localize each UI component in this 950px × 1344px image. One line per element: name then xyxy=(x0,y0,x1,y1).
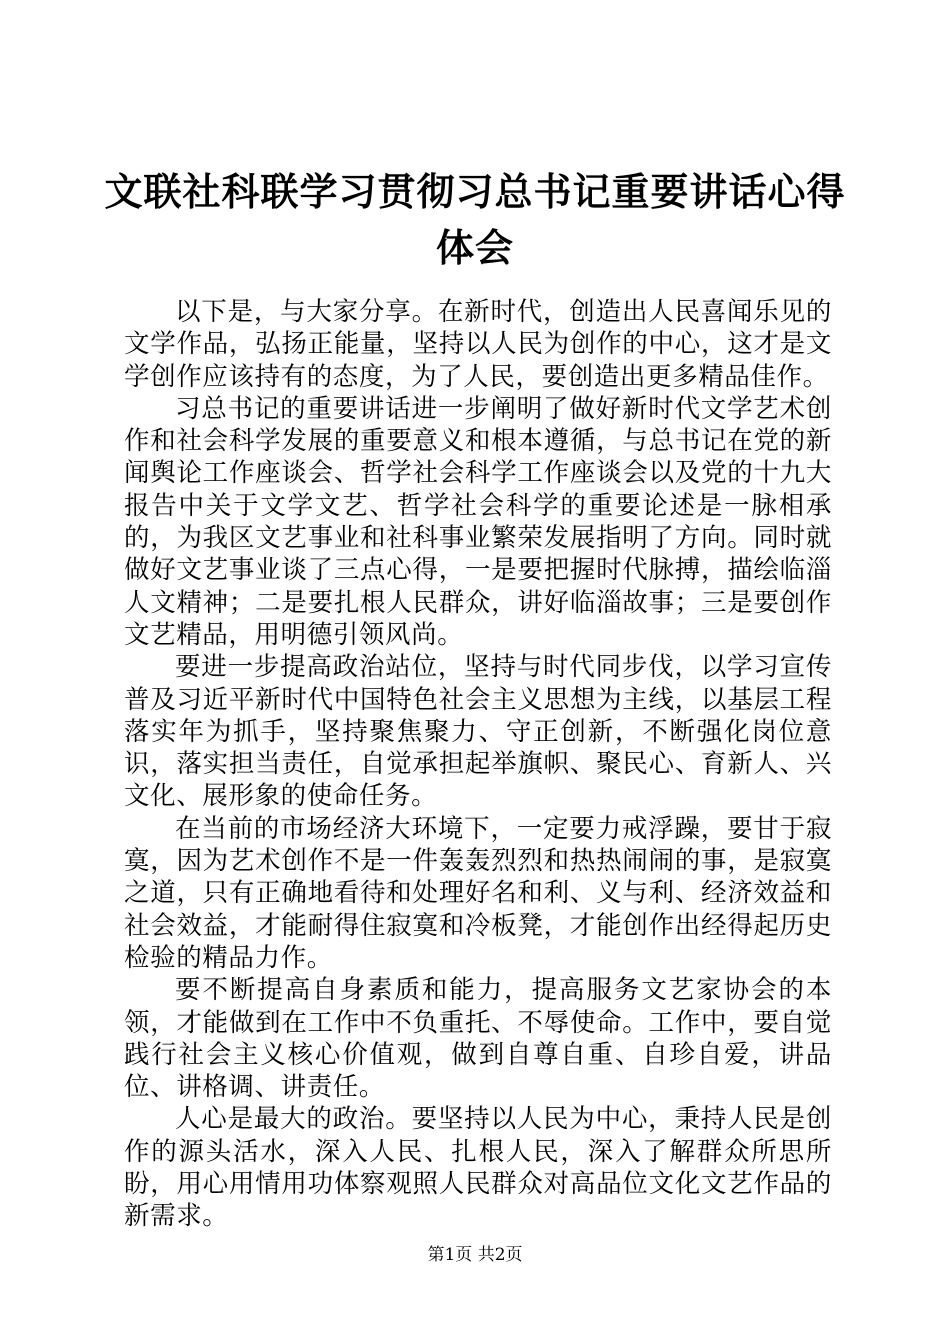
paragraph-5: 要不断提高自身素质和能力，提高服务文艺家协会的本领，才能做到在工作中不负重托、不辱使命。工作中，要自觉践行社会主义核心价值观，做到自尊自重、自珍自爱，讲品位、讲格调、讲责任。 xyxy=(124,975,832,1103)
document-body xyxy=(124,296,832,1233)
paragraph-3: 要进一步提高政治站位，坚持与时代同步伐，以学习宣传普及习近平新时代中国特色社会主义思想为主线，以基层工程落实年为抓手，坚持聚焦聚力、守正创新，不断强化岗位意识，落实担当责任，自觉承担起举旗帜、聚民心、育新人、兴文化、展形象的使命任务。 xyxy=(124,652,832,812)
document-title: 文联社科联学习贯彻习总书记重要讲话心得体会 xyxy=(104,169,846,270)
paragraph-4: 在当前的市场经济大环境下，一定要力戒浮躁，要甘于寂寞，因为艺术创作不是一件轰轰烈烈和热热闹闹的事，是寂寞之道，只有正确地看待和处理好名和利、义与利、经济效益和社会效益，才能耐得住寂寞和冷板凳，才能创作出经得起历史检验的精品力作。 xyxy=(124,813,832,973)
paragraph-2: 习总书记的重要讲话进一步阐明了做好新时代文学艺术创作和社会科学发展的重要意义和根本遵循，与总书记在党的新闻舆论工作座谈会、哲学社会科学工作座谈会以及党的十九大报告中关于文学文艺、哲学社会科学的重要论述是一脉相承的，为我区文艺事业和社科事业繁荣发展指明了方向。同时就做好文艺事业谈了三点心得，一是要把握时代脉搏，描绘临淄人文精神；二是要扎根人民群众，讲好临淄故事；三是要创作文艺精品，用明德引领风尚。 xyxy=(124,393,832,650)
paragraph-6: 人心是最大的政治。要坚持以人民为中心，秉持人民是创作的源头活水，深入人民、扎根人民，深入了解群众所思所盼，用心用情用功体察观照人民群众对高品位文化文艺作品的新需求。 xyxy=(124,1104,832,1232)
page-number-footer: 第1页 共2页 xyxy=(427,1245,523,1265)
paragraph-1: 以下是，与大家分享。在新时代，创造出人民喜闻乐见的文学作品，弘扬正能量，坚持以人民为创作的中心，这才是文学创作应该持有的态度，为了人民，要创造出更多精品佳作。 xyxy=(124,297,832,392)
